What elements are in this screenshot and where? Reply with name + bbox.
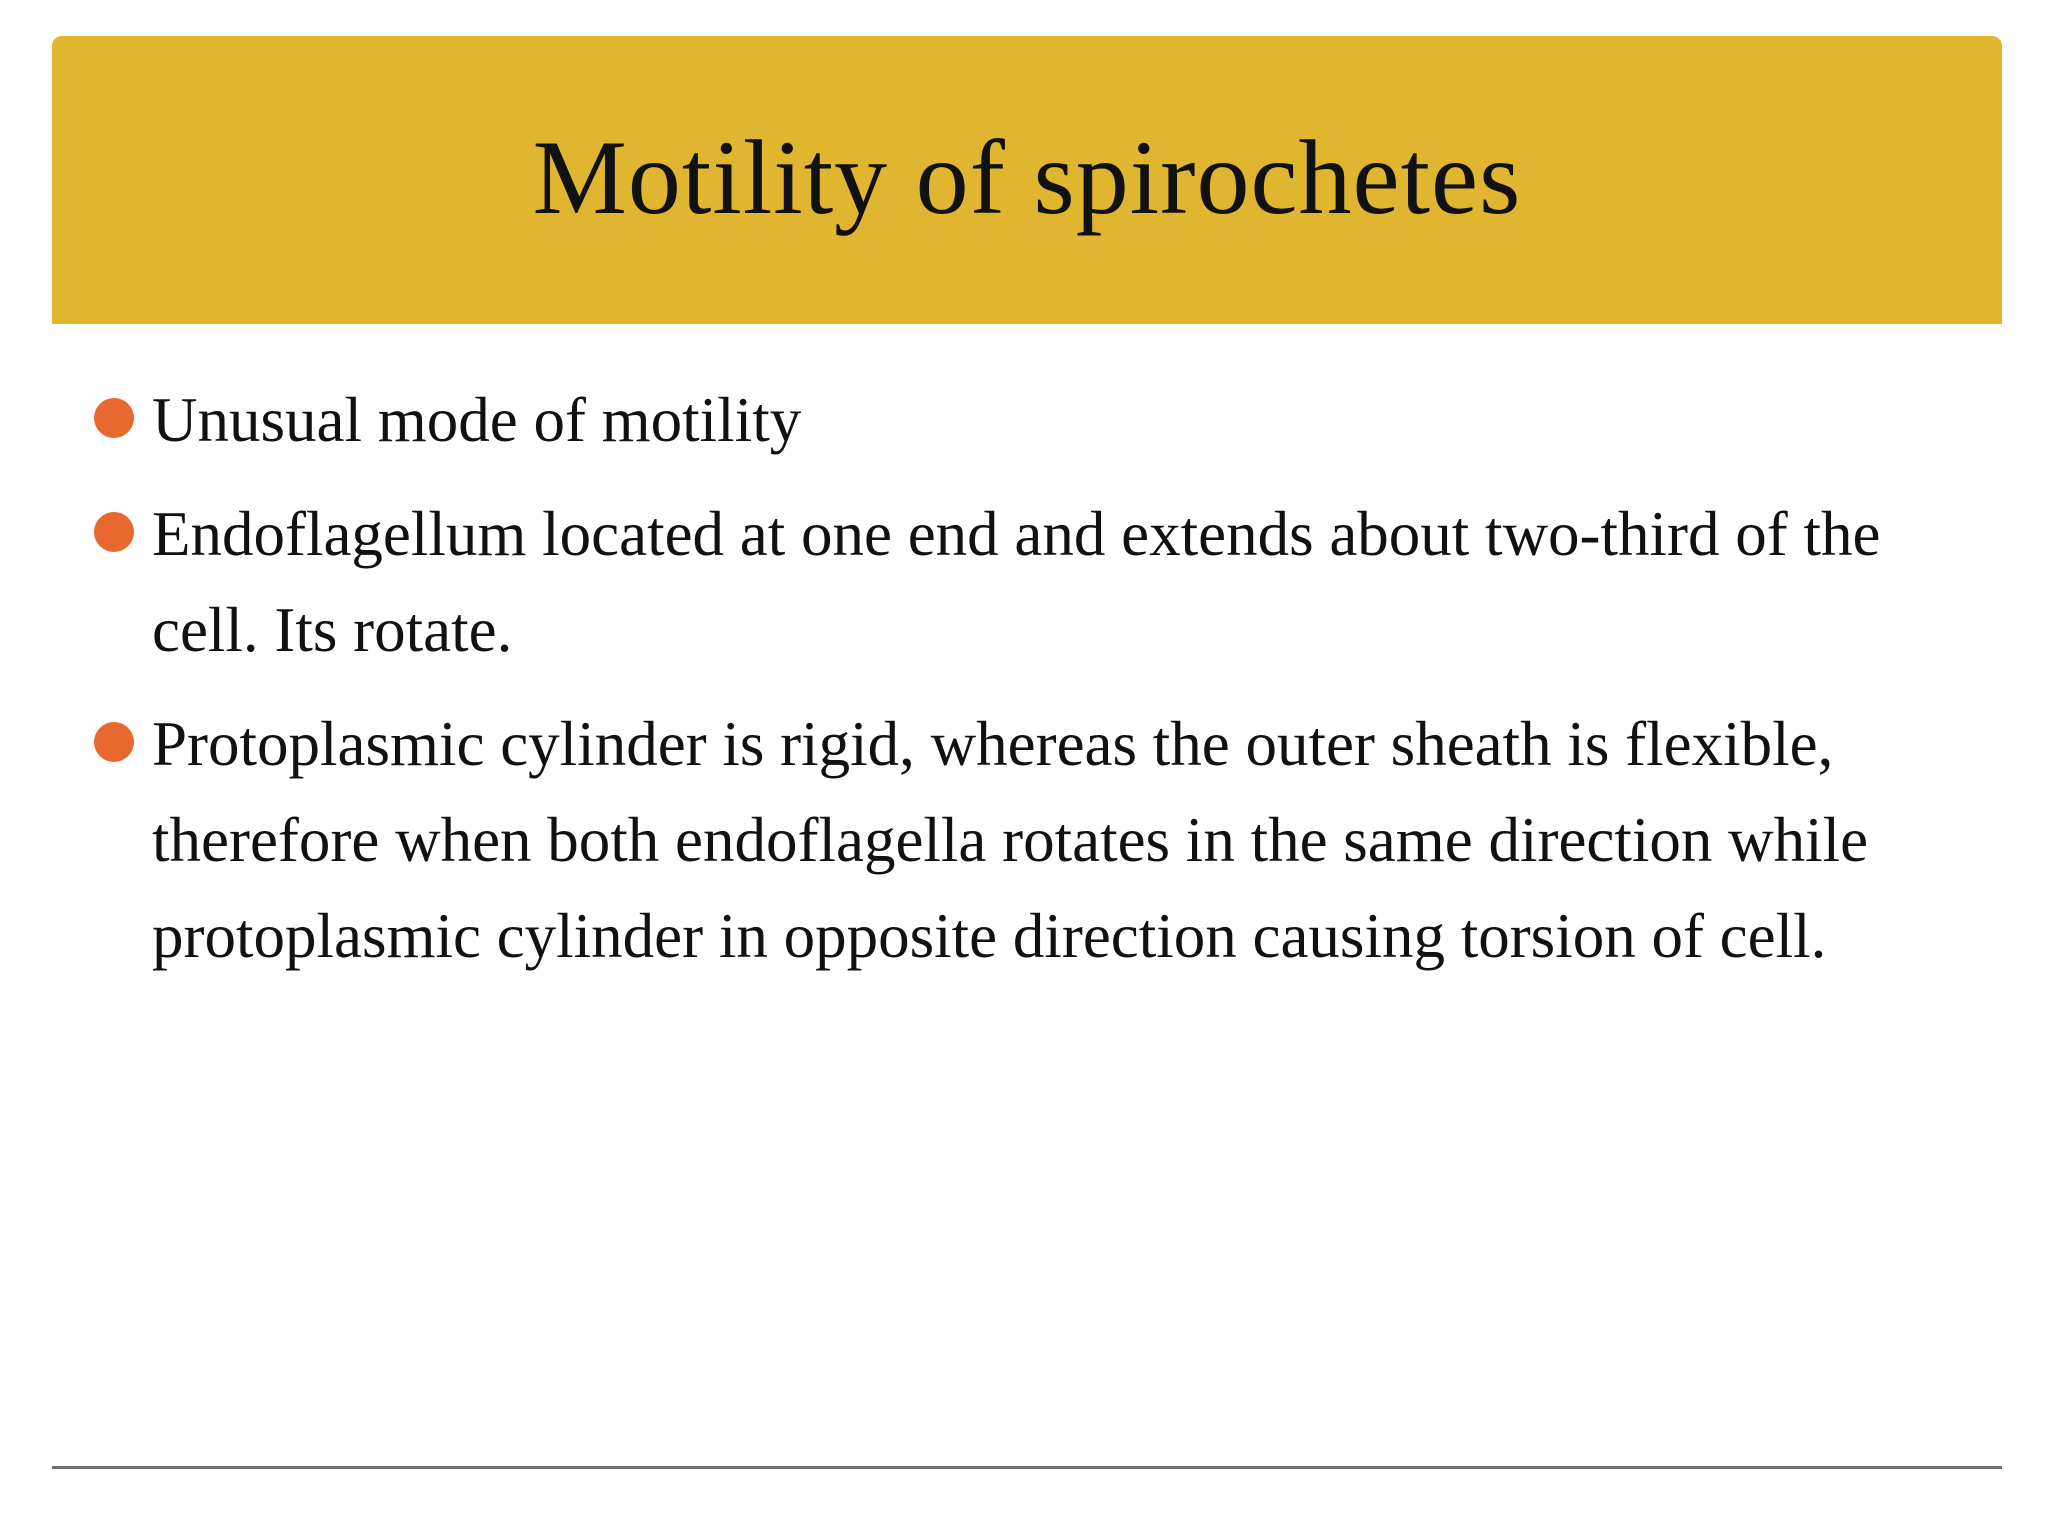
bullet-item	[94, 486, 1974, 678]
bullet-item	[94, 372, 1974, 468]
bullet-text: Endoflagellum located at one end and extends about two-third of the cell. Its rotate.	[152, 499, 1881, 665]
bullet-item	[94, 696, 1974, 984]
footer-divider	[52, 1466, 2002, 1469]
title-banner	[52, 36, 2002, 324]
bullet-text: Unusual mode of motility	[152, 385, 802, 455]
slide-title: Motility of spirochetes	[532, 119, 1522, 236]
bullet-dot-icon	[94, 512, 134, 552]
bullet-text: Protoplasmic cylinder is rigid, whereas the outer sheath is flexible, therefore when both endoflagella rotates in the same direction while protoplasmic cylinder in opposite direction causing torsion of cell.	[152, 709, 1869, 971]
bullet-dot-icon	[94, 398, 134, 438]
bullet-list	[94, 372, 1974, 1002]
bullet-dot-icon	[94, 722, 134, 762]
